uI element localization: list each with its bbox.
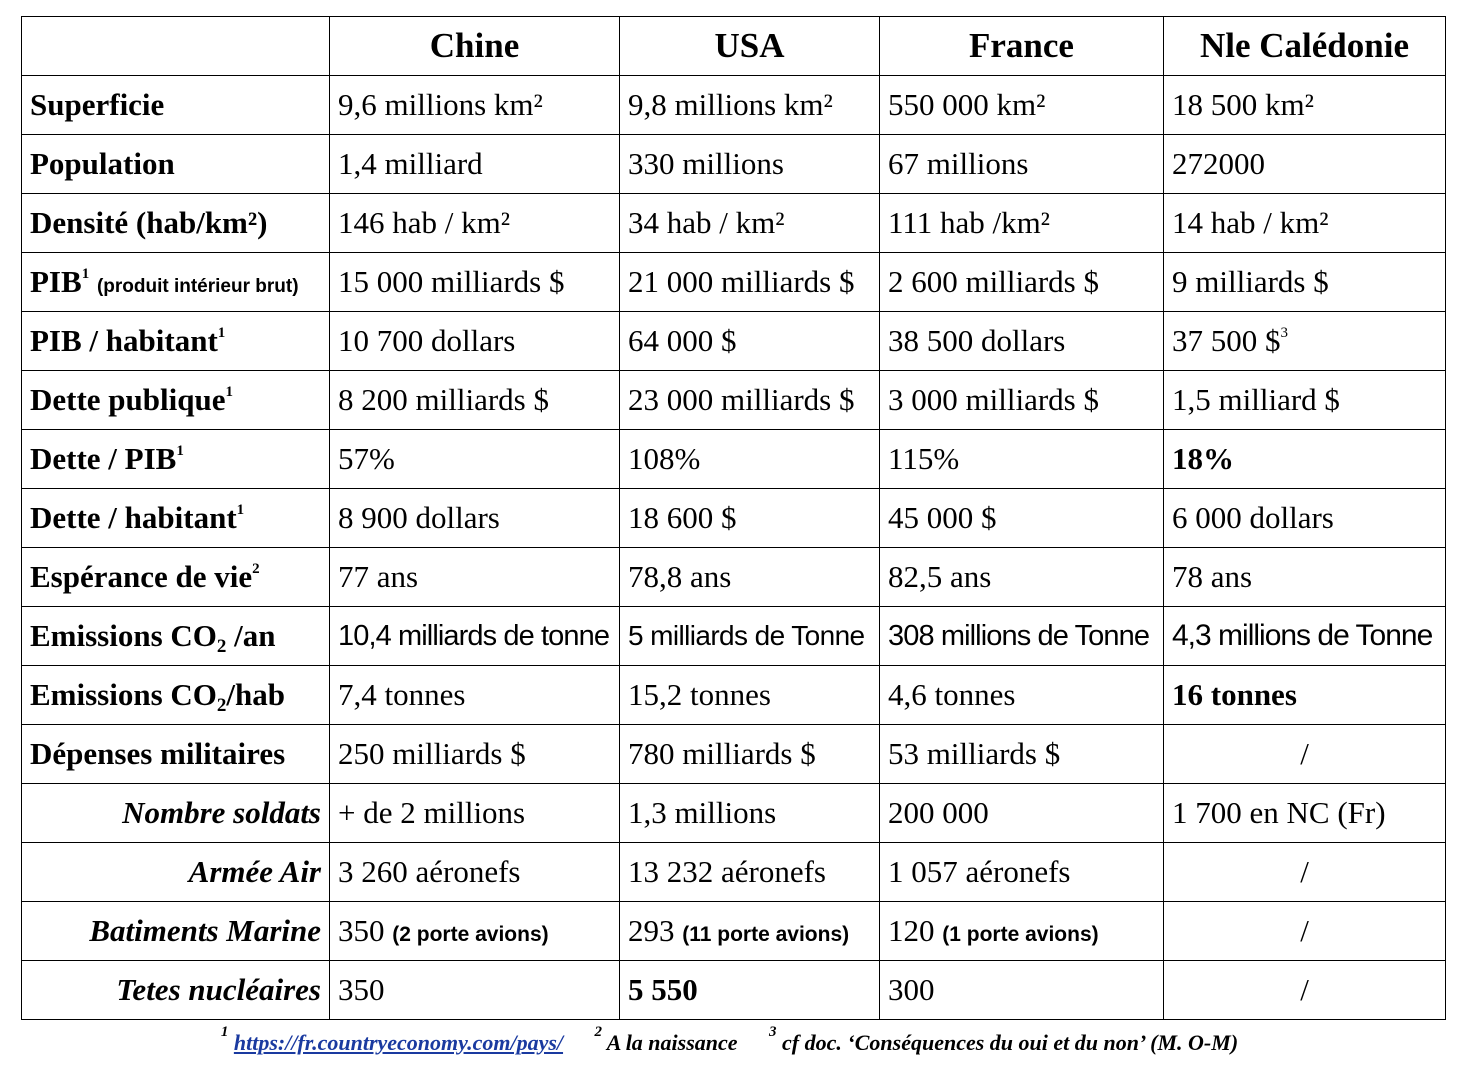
cell-value: 120	[888, 913, 935, 948]
label-text: Emissions CO	[30, 677, 217, 712]
row-label	[22, 489, 330, 548]
header-cell-empty	[22, 17, 330, 76]
cell-france: 82,5 ans	[880, 548, 1164, 607]
cell-chine: 8 200 milliards $	[330, 371, 620, 430]
comparison-table	[21, 16, 1446, 1020]
footnote-ref: 1	[225, 384, 233, 400]
cell-nle-caledonie: 1,5 milliard $	[1164, 371, 1446, 430]
cell-chine: 7,4 tonnes	[330, 666, 620, 725]
cell-nle-caledonie: 16 tonnes	[1164, 666, 1446, 725]
row-label	[22, 253, 330, 312]
footnote-ref: 1	[81, 266, 90, 282]
cell-chine: 15 000 milliards $	[330, 253, 620, 312]
cell-france: 38 500 dollars	[880, 312, 1164, 371]
cell-nle-caledonie: 9 milliards $	[1164, 253, 1446, 312]
footnote-text: cf doc. ‘Conséquences du oui et du non’ (M. O-M)	[782, 1030, 1239, 1055]
row-batiments-marine	[22, 902, 1446, 961]
row-pib	[22, 253, 1446, 312]
row-label: Dépenses militaires	[22, 725, 330, 784]
footnotes	[0, 1024, 1459, 1056]
row-depenses-militaires	[22, 725, 1446, 784]
cell-nle-caledonie: 18 500 km²	[1164, 76, 1446, 135]
row-nombre-soldats	[22, 784, 1446, 843]
row-pib-habitant	[22, 312, 1446, 371]
row-tetes-nucleaires	[22, 961, 1446, 1020]
cell-nle-caledonie	[1164, 312, 1446, 371]
cell-chine	[330, 902, 620, 961]
cell-nle-caledonie: /	[1164, 725, 1446, 784]
cell-nle-caledonie: 4,3 millions de Tonne	[1164, 607, 1446, 666]
cell-france: 53 milliards $	[880, 725, 1164, 784]
row-dette-pib	[22, 430, 1446, 489]
cell-france: 4,6 tonnes	[880, 666, 1164, 725]
cell-usa: 108%	[620, 430, 880, 489]
label-suffix: /an	[226, 618, 276, 653]
cell-chine: 350	[330, 961, 620, 1020]
cell-note: (1 porte avions)	[942, 923, 1099, 946]
row-label: Tetes nucléaires	[22, 961, 330, 1020]
label-text: Dette / habitant	[30, 500, 237, 535]
cell-nle-caledonie: 14 hab / km²	[1164, 194, 1446, 253]
footnote-ref: 3	[1280, 325, 1288, 341]
row-label	[22, 371, 330, 430]
cell-nle-caledonie: 272000	[1164, 135, 1446, 194]
cell-usa: 1,3 millions	[620, 784, 880, 843]
cell-usa: 18 600 $	[620, 489, 880, 548]
cell-france: 67 millions	[880, 135, 1164, 194]
footnote-number: 1	[220, 1024, 229, 1040]
cell-note: (11 porte avions)	[682, 923, 850, 946]
cell-value: 350	[338, 913, 385, 948]
footnote-text: A la naissance	[606, 1030, 738, 1055]
header-france: France	[880, 17, 1164, 76]
row-label: Nombre soldats	[22, 784, 330, 843]
row-dette-publique	[22, 371, 1446, 430]
cell-france: 115%	[880, 430, 1164, 489]
cell-france: 300	[880, 961, 1164, 1020]
cell-france	[880, 902, 1164, 961]
cell-value: 37 500 $	[1172, 323, 1281, 358]
row-population	[22, 135, 1446, 194]
cell-usa: 780 milliards $	[620, 725, 880, 784]
label-suffix: /hab	[226, 677, 286, 712]
cell-nle-caledonie: 78 ans	[1164, 548, 1446, 607]
row-label: Armée Air	[22, 843, 330, 902]
cell-nle-caledonie: 18%	[1164, 430, 1446, 489]
cell-france: 550 000 km²	[880, 76, 1164, 135]
row-emissions-co2-hab	[22, 666, 1446, 725]
subscript: 2	[216, 636, 227, 657]
cell-usa: 21 000 milliards $	[620, 253, 880, 312]
cell-chine: 57%	[330, 430, 620, 489]
cell-value: 293	[628, 913, 675, 948]
cell-nle-caledonie: /	[1164, 902, 1446, 961]
subscript: 2	[216, 695, 227, 716]
cell-usa: 34 hab / km²	[620, 194, 880, 253]
row-densite	[22, 194, 1446, 253]
cell-usa: 5 milliards de Tonne	[620, 607, 880, 666]
row-label	[22, 548, 330, 607]
cell-nle-caledonie: /	[1164, 843, 1446, 902]
cell-chine: 77 ans	[330, 548, 620, 607]
row-label	[22, 607, 330, 666]
row-label	[22, 312, 330, 371]
cell-usa: 64 000 $	[620, 312, 880, 371]
footnote-ref: 1	[176, 443, 184, 459]
cell-usa: 9,8 millions km²	[620, 76, 880, 135]
footnote-ref: 1	[217, 325, 226, 341]
cell-nle-caledonie: 6 000 dollars	[1164, 489, 1446, 548]
cell-chine: + de 2 millions	[330, 784, 620, 843]
label-note: (produit intérieur brut)	[96, 276, 299, 297]
footnote-ref: 2	[252, 561, 260, 577]
cell-france: 200 000	[880, 784, 1164, 843]
row-emissions-co2-an	[22, 607, 1446, 666]
footnote-number: 2	[594, 1024, 603, 1040]
row-label	[22, 430, 330, 489]
cell-usa: 13 232 aéronefs	[620, 843, 880, 902]
cell-usa: 23 000 milliards $	[620, 371, 880, 430]
cell-france: 45 000 $	[880, 489, 1164, 548]
cell-note: (2 porte avions)	[392, 923, 549, 946]
row-armee-air	[22, 843, 1446, 902]
header-usa: USA	[620, 17, 880, 76]
label-text: Emissions CO	[30, 618, 217, 653]
footnote-number: 3	[769, 1024, 777, 1040]
row-label	[22, 666, 330, 725]
cell-nle-caledonie: /	[1164, 961, 1446, 1020]
cell-usa: 78,8 ans	[620, 548, 880, 607]
row-superficie	[22, 76, 1446, 135]
source-link[interactable]: https://fr.countryeconomy.com/pays/	[233, 1030, 564, 1055]
cell-chine: 3 260 aéronefs	[330, 843, 620, 902]
row-label: Batiments Marine	[22, 902, 330, 961]
footnote-ref: 1	[236, 502, 245, 518]
label-text: PIB	[30, 264, 82, 299]
cell-nle-caledonie: 1 700 en NC (Fr)	[1164, 784, 1446, 843]
cell-chine: 10,4 milliards de tonne	[330, 607, 620, 666]
cell-chine: 250 milliards $	[330, 725, 620, 784]
label-text: Espérance de vie	[30, 559, 253, 594]
label-text: Dette publique	[30, 382, 226, 417]
cell-usa	[620, 902, 880, 961]
cell-usa: 330 millions	[620, 135, 880, 194]
cell-chine: 146 hab / km²	[330, 194, 620, 253]
cell-france: 308 millions de Tonne	[880, 607, 1164, 666]
cell-france: 1 057 aéronefs	[880, 843, 1164, 902]
row-label: Densité (hab/km²)	[22, 194, 330, 253]
header-row	[22, 17, 1446, 76]
row-dette-habitant	[22, 489, 1446, 548]
cell-chine: 8 900 dollars	[330, 489, 620, 548]
cell-chine: 9,6 millions km²	[330, 76, 620, 135]
cell-france: 2 600 milliards $	[880, 253, 1164, 312]
row-label: Superficie	[22, 76, 330, 135]
label-text: Dette / PIB	[30, 441, 177, 476]
cell-usa: 5 550	[620, 961, 880, 1020]
row-esperance-de-vie	[22, 548, 1446, 607]
cell-france: 111 hab /km²	[880, 194, 1164, 253]
cell-chine: 1,4 milliard	[330, 135, 620, 194]
cell-france: 3 000 milliards $	[880, 371, 1164, 430]
cell-usa: 15,2 tonnes	[620, 666, 880, 725]
row-label: Population	[22, 135, 330, 194]
header-nle-caledonie: Nle Calédonie	[1164, 17, 1446, 76]
cell-chine: 10 700 dollars	[330, 312, 620, 371]
label-text: PIB / habitant	[30, 323, 218, 358]
header-chine: Chine	[330, 17, 620, 76]
